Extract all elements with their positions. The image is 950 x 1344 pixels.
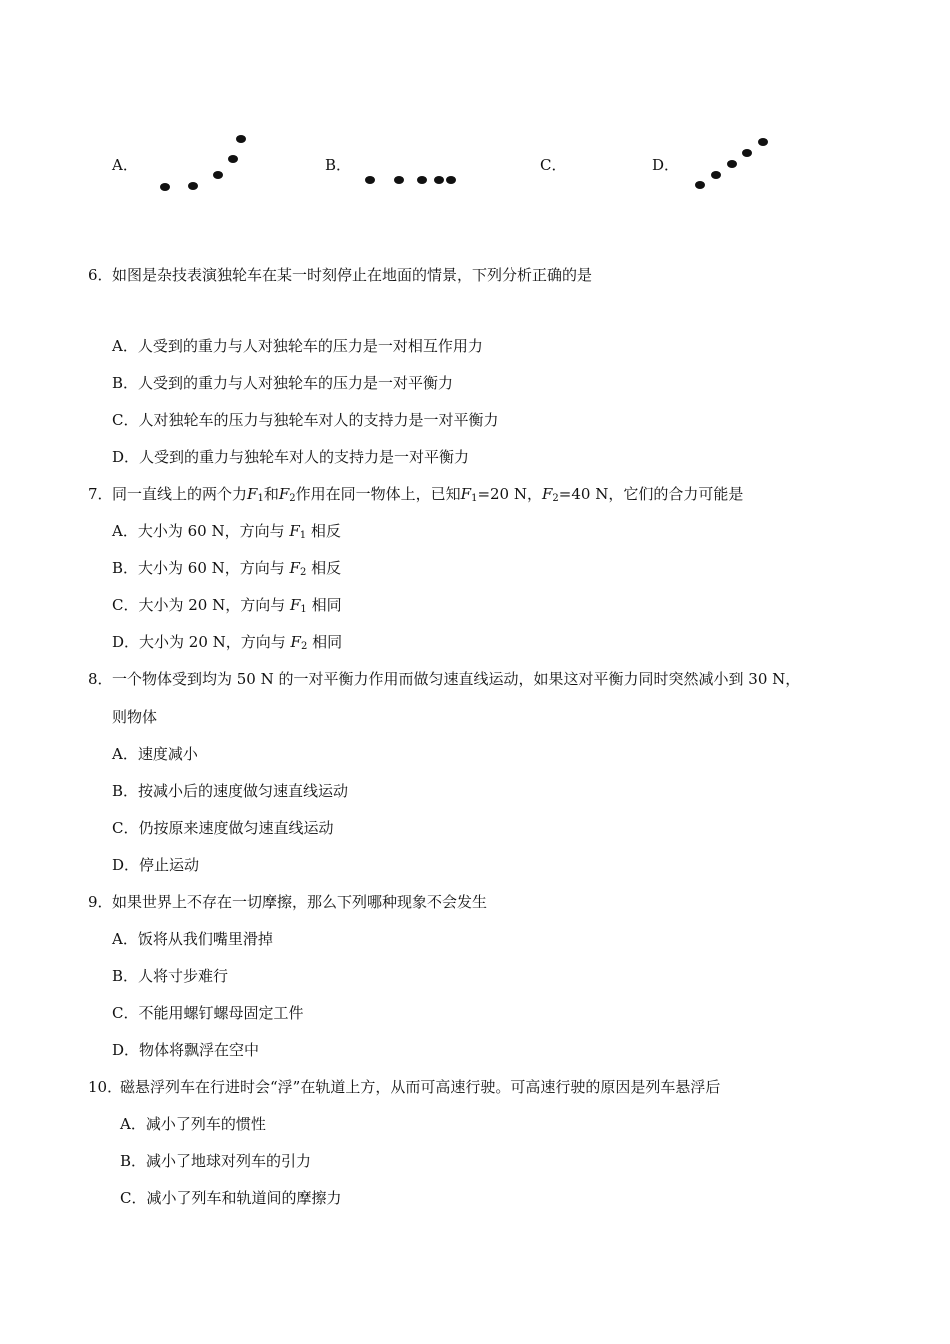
stem-part: 和 [263,485,279,503]
question-stem-line-1: 一个物体受到均为 50 N 的一对平衡力作用而做匀速直线运动，如果这对平衡力同时突然减小到 30 N， [112,670,801,688]
question-number: 8． [88,670,113,688]
option-d: D．物体将飘浮在空中 [112,1041,260,1059]
option-c: C．人对独轮车的压力与独轮车对人的支持力是一对平衡力 [112,411,499,429]
option-b [112,558,341,583]
option-b: B．按减小后的速度做匀速直线运动 [112,782,349,800]
option-text: 相同 [307,633,343,651]
subscript: 2 [552,493,559,504]
option-a: A．人受到的重力与人对独轮车的压力是一对相互作用力 [112,337,483,355]
stem-part: 作用在同一物体上，已知 [295,485,461,503]
option-a: A．减小了列车的惯性 [120,1115,266,1133]
stem-part: =20 N， [477,485,542,503]
option-text: 相反 [306,522,341,540]
question-stem [112,484,743,509]
option-c [112,595,342,620]
option-d: D．人受到的重力与独轮车对人的支持力是一对平衡力 [112,448,470,466]
option-a: A．饭将从我们嘴里滑掉 [112,930,273,948]
stem-part: =40 N，它们的合力可能是 [558,485,744,503]
option-a [112,521,341,546]
figure-dot [213,171,223,179]
option-d [112,632,342,657]
subscript: 1 [471,493,478,504]
figure-dot [758,138,768,146]
option-b: B．人受到的重力与人对独轮车的压力是一对平衡力 [112,374,454,392]
option-text: A．大小为 60 N，方向与 [112,522,290,540]
question-stem: 磁悬浮列车在行进时会“浮”在轨道上方，从而可高速行驶。可高速行驶的原因是列车悬浮后 [120,1078,721,1096]
figure-dot [446,176,456,184]
stem-part: 同一直线上的两个力 [112,485,248,503]
force-symbol: F [290,596,301,614]
figure-dot [434,176,444,184]
figure-dot [417,176,427,184]
force-symbol: F [290,633,301,651]
option-c: C．减小了列车和轨道间的摩擦力 [120,1189,342,1207]
question-stem-line-2: 则物体 [112,708,158,726]
question-number: 6． [88,266,113,284]
subscript: 1 [300,604,307,615]
option-b: B．减小了地球对列车的引力 [120,1152,312,1170]
option-text: B．大小为 60 N，方向与 [112,559,290,577]
question-number: 7． [88,485,113,503]
figure-dot [236,135,246,143]
subscript: 2 [299,567,307,578]
force-symbol: F [542,485,553,503]
figure-dot [394,176,404,184]
force-symbol: F [247,485,258,503]
figure-dot [711,171,721,179]
subscript: 2 [289,493,296,504]
subscript: 1 [299,530,307,541]
question-number: 9． [88,893,113,911]
option-text: 相反 [306,559,342,577]
figure-dot [228,155,238,163]
option-b: B．人将寸步难行 [112,967,229,985]
figure-dot [695,181,705,189]
question-number: 10． [88,1078,123,1096]
q5-option-c-label: C． [540,156,567,174]
force-symbol: F [278,485,290,503]
figure-dot [365,176,375,184]
force-symbol: F [289,559,300,577]
option-text: 相同 [306,596,342,614]
force-symbol: F [460,485,472,503]
question-stem: 如图是杂技表演独轮车在某一时刻停止在地面的情景，下列分析正确的是 [112,266,593,284]
figure-dot [727,160,737,168]
force-symbol: F [289,522,300,540]
subscript: 1 [257,493,264,504]
question-stem: 如果世界上不存在一切摩擦，那么下列哪种现象不会发生 [112,893,488,911]
option-c: C．仍按原来速度做匀速直线运动 [112,819,334,837]
figure-dot [742,149,752,157]
q5-option-d-label: D． [652,156,680,174]
q5-option-b-label: B． [325,156,352,174]
option-text: D．大小为 20 N，方向与 [112,633,291,651]
option-a: A．速度减小 [112,745,198,763]
option-c: C．不能用螺钉螺母固定工件 [112,1004,304,1022]
subscript: 2 [300,641,308,652]
option-text: C．大小为 20 N，方向与 [112,596,290,614]
figure-dot [188,182,198,190]
q5-option-a-label: A． [112,156,138,174]
option-d: D．停止运动 [112,856,200,874]
figure-dot [160,183,170,191]
